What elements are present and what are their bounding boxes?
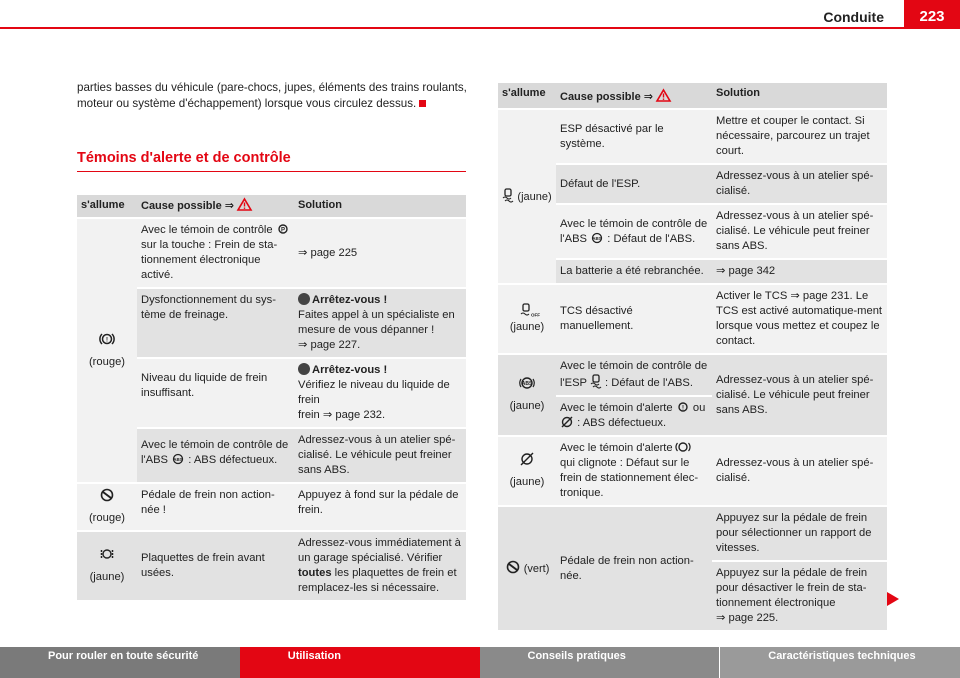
abs-icon	[171, 453, 185, 465]
table-row	[77, 531, 466, 601]
table-row	[498, 204, 887, 259]
svg-text:!: !	[106, 337, 108, 343]
indicator-cell	[498, 354, 556, 436]
stop-icon	[298, 293, 310, 305]
cause-cell: Défaut de l'ESP.	[556, 164, 712, 204]
section-end-mark	[419, 100, 426, 107]
indicator-color: (jaune)	[517, 191, 552, 203]
table-row	[77, 218, 466, 288]
cause-cell: La batterie a été rebranchée.	[556, 259, 712, 284]
indicator-cell	[77, 483, 137, 531]
cause-cell: Plaquettes de frein avant usées.	[137, 531, 294, 601]
cause-cell: Pédale de frein non action-née.	[556, 506, 712, 631]
cause-cell: Avec le témoin de contrôle de l'ABS ABS : ABS défectueux.	[137, 428, 294, 483]
cause-cell: Avec le témoin de contrôle de l'ABS ABS : Défaut de l'ABS.	[556, 204, 712, 259]
esp-icon	[502, 188, 514, 202]
table-row	[498, 436, 887, 506]
indicator-cell	[498, 109, 556, 284]
svg-text:!: !	[681, 405, 684, 412]
solution-cell: Adressez-vous à un atelier spé-cialisé. Le véhicule peut freiner sans ABS.	[712, 204, 887, 259]
indicator-color: (vert)	[523, 563, 550, 575]
cause-cell: ESP désactivé par le système.	[556, 109, 712, 164]
col-header-solution: Solution	[294, 195, 466, 218]
table-row	[498, 506, 887, 561]
col-header-lights: s'allume	[77, 195, 137, 218]
parking-brake-icon	[276, 223, 290, 235]
footer-tab-tips[interactable]: Conseils pratiques	[480, 647, 720, 678]
footer-tab-specs[interactable]: Caractéristiques techniques	[719, 647, 960, 678]
table-row	[498, 284, 887, 354]
brake-warning-icon	[99, 332, 115, 346]
col-header-cause: Cause possible ⇒	[137, 195, 294, 218]
col-header-lights: s'allume	[498, 83, 556, 109]
page-number: 223	[904, 0, 960, 29]
table-header-row	[77, 195, 466, 218]
header-rule	[0, 27, 960, 29]
solution-cell: Mettre et couper le contact. Si nécessaire, parcourez un trajet court.	[712, 109, 887, 164]
continue-arrow-icon	[887, 592, 899, 606]
svg-text:ABS: ABS	[173, 457, 183, 462]
table-row	[77, 483, 466, 531]
stop-icon	[298, 363, 310, 375]
indicator-color: (jaune)	[89, 571, 125, 583]
footer-tab-safety[interactable]: Pour rouler en toute sécurité	[0, 647, 240, 678]
indicator-color: (rouge)	[88, 355, 126, 368]
abs-icon	[590, 232, 604, 244]
solution-cell: Adressez-vous à un atelier spé-cialisé. Le véhicule peut freiner sans ABS.	[294, 428, 466, 483]
svg-text:ABS: ABS	[521, 381, 533, 387]
indicator-color: (jaune)	[509, 476, 545, 488]
cause-cell: Avec le témoin d'alerte qui clignote : Défaut sur le frein de stationnement élec-tronique.	[556, 436, 712, 506]
arrow-icon: ⇒	[643, 91, 653, 103]
solution-cell: Appuyez à fond sur la pédale de frein.	[294, 483, 466, 531]
solution-cell: Appuyez sur la pédale de frein pour sélectionner un rapport de vitesses.	[712, 506, 887, 561]
solution-cell: Adressez-vous à un atelier spé-cialisé.	[712, 436, 887, 506]
chapter-title: Conduite	[823, 9, 884, 25]
table-row	[498, 354, 887, 396]
solution-cell: Adressez-vous immédiatement à un garage spécialisé. Vérifier toutes les plaquettes de frein et remplacez-les si nécessaire.	[294, 531, 466, 601]
solution-cell: Arrêtez-vous ! Faites appel à un spécialiste en mesure de vous dépanner ! ⇒ page 227.	[294, 288, 466, 358]
cause-cell: Avec le témoin de contrôle P sur la touche : Frein de sta-tionnement électronique activé.	[137, 218, 294, 288]
left-warning-table	[77, 195, 466, 602]
cause-cell: TCS désactivé manuellement.	[556, 284, 712, 354]
table-row	[498, 109, 887, 164]
solution-cell: Arrêtez-vous ! Vérifiez le niveau du liquide de frein frein ⇒ page 232.	[294, 358, 466, 428]
svg-text:ABS: ABS	[592, 235, 602, 241]
indicator-color: (jaune)	[509, 321, 545, 333]
solution-cell: Adressez-vous à un atelier spé-cialisé.	[712, 164, 887, 204]
warning-triangle-icon	[656, 89, 671, 102]
svg-text:P: P	[280, 227, 285, 234]
col-header-solution: Solution	[712, 83, 887, 109]
arrow-icon: ⇒	[224, 200, 234, 212]
indicator-cell	[498, 436, 556, 506]
section-title: Témoins d'alerte et de contrôle	[77, 150, 466, 172]
brake-warning-icon	[676, 441, 690, 453]
indicator-cell	[77, 218, 137, 483]
indicator-color: (jaune)	[509, 400, 545, 412]
table-header-row	[498, 83, 887, 109]
footer-nav	[0, 647, 960, 678]
svg-text:OFF: OFF	[531, 312, 540, 318]
brake-pedal-icon	[505, 560, 521, 574]
brake-pad-icon	[99, 547, 115, 561]
esp-icon	[590, 374, 602, 388]
indicator-cell	[498, 506, 556, 631]
intro-text: parties basses du véhicule (pare-chocs, jupes, éléments des trains roulants, moteur ou système d'échappement) lorsque vous circulez dessus.	[77, 81, 467, 110]
indicator-cell	[498, 284, 556, 354]
footer-tab-utilisation[interactable]: Utilisation	[240, 647, 480, 678]
tcs-off-icon	[520, 303, 540, 318]
table-row	[498, 164, 887, 204]
solution-cell: ⇒ page 225	[294, 218, 466, 288]
cause-cell: Avec le témoin d'alerte ! ou : ABS défectueux.	[556, 396, 712, 436]
table-row	[498, 259, 887, 284]
brake-warning-icon	[676, 401, 690, 413]
brake-fault-icon	[560, 416, 574, 428]
solution-cell: ⇒ page 342	[712, 259, 887, 284]
brake-pedal-icon	[99, 488, 115, 502]
col-header-cause: Cause possible ⇒	[556, 83, 712, 109]
warning-triangle-icon	[237, 198, 252, 211]
cause-cell: Pédale de frein non action-née !	[137, 483, 294, 531]
cause-cell: Avec le témoin de contrôle de l'ESP : Défaut de l'ABS.	[556, 354, 712, 396]
cause-cell: Niveau du liquide de frein insuffisant.	[137, 358, 294, 428]
right-warning-table	[498, 83, 887, 632]
parking-brake-fault-icon	[519, 452, 535, 466]
indicator-cell	[77, 531, 137, 601]
abs-warning-icon	[519, 376, 535, 390]
intro-paragraph	[77, 80, 472, 112]
indicator-color: (rouge)	[88, 512, 126, 524]
solution-cell: Adressez-vous à un atelier spé-cialisé. Le véhicule peut freiner sans ABS.	[712, 354, 887, 436]
solution-cell: Activer le TCS ⇒ page 231. Le TCS est activé automatique-ment lorsque vous mettez et coupez le contact.	[712, 284, 887, 354]
cause-cell: Dysfonctionnement du sys-tème de freinage.	[137, 288, 294, 358]
solution-cell: Appuyez sur la pédale de frein pour désactiver le frein de sta-tionnement électronique ⇒ page 225.	[712, 561, 887, 631]
